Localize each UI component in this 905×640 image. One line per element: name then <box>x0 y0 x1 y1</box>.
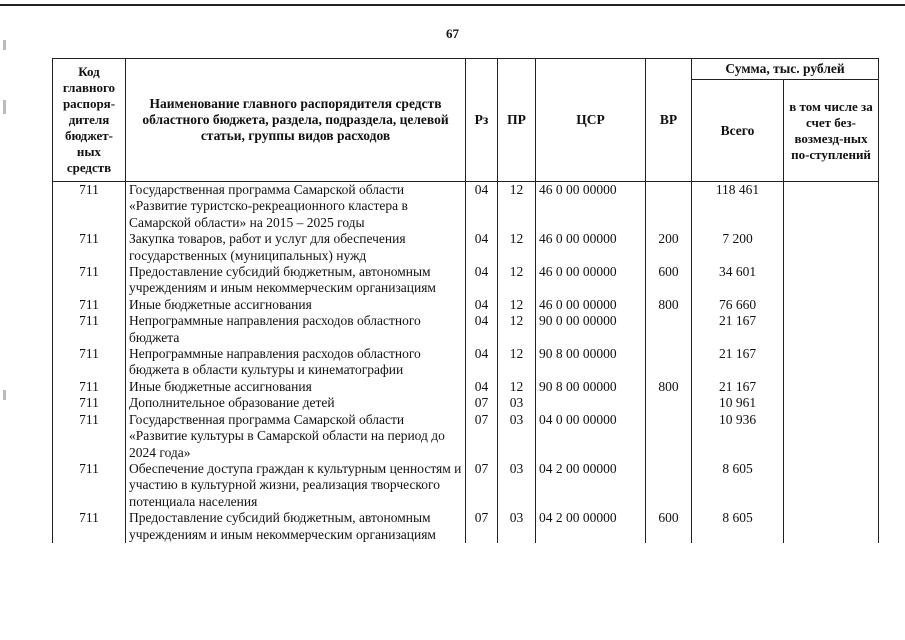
cell-pr: 12 <box>498 313 536 346</box>
cell-rz: 04 <box>466 231 498 264</box>
cell-vr: 600 <box>646 510 692 543</box>
table-row <box>53 510 879 543</box>
cell-name: Иные бюджетные ассигнования <box>126 297 466 313</box>
cell-code: 711 <box>53 264 126 297</box>
cell-vr: 800 <box>646 379 692 395</box>
cell-code: 711 <box>53 395 126 411</box>
cell-gratuitous <box>784 395 879 411</box>
table-row <box>53 412 879 461</box>
cell-gratuitous <box>784 379 879 395</box>
cell-total: 34 601 <box>692 264 784 297</box>
cell-code: 711 <box>53 346 126 379</box>
cell-name: Непрограммные направления расходов областного бюджета в области культуры и кинематографии <box>126 346 466 379</box>
cell-name: Предоставление субсидий бюджетным, автономным учреждениям и иным некоммерческим организациям <box>126 264 466 297</box>
cell-vr <box>646 346 692 379</box>
cell-vr <box>646 461 692 510</box>
cell-rz: 07 <box>466 510 498 543</box>
cell-csr: 46 0 00 00000 <box>536 297 646 313</box>
cell-csr: 90 8 00 00000 <box>536 346 646 379</box>
header-csr: ЦСР <box>536 59 646 182</box>
cell-csr: 46 0 00 00000 <box>536 182 646 232</box>
cell-total: 10 936 <box>692 412 784 461</box>
cell-name: Обеспечение доступа граждан к культурным ценностям и участию в культурной жизни, реализация творческого потенциала населения <box>126 461 466 510</box>
table-row <box>53 182 879 232</box>
cell-code: 711 <box>53 182 126 232</box>
cell-csr: 04 2 00 00000 <box>536 510 646 543</box>
table-row <box>53 461 879 510</box>
cell-gratuitous <box>784 412 879 461</box>
cell-total: 118 461 <box>692 182 784 232</box>
cell-csr: 04 2 00 00000 <box>536 461 646 510</box>
header-gratuitous: в том числе за счет без-возмезд-ных по-ступлений <box>784 80 879 182</box>
cell-pr: 03 <box>498 395 536 411</box>
cell-total: 21 167 <box>692 379 784 395</box>
table-row <box>53 395 879 411</box>
cell-csr: 04 0 00 00000 <box>536 412 646 461</box>
cell-gratuitous <box>784 264 879 297</box>
cell-code: 711 <box>53 379 126 395</box>
cell-name: Иные бюджетные ассигнования <box>126 379 466 395</box>
cell-csr: 90 0 00 00000 <box>536 313 646 346</box>
cell-total: 21 167 <box>692 346 784 379</box>
cell-pr: 12 <box>498 182 536 232</box>
table-row <box>53 264 879 297</box>
scan-margin-mark <box>3 390 6 400</box>
cell-code: 711 <box>53 231 126 264</box>
header-sum: Сумма, тыс. рублей <box>692 59 879 80</box>
cell-name: Государственная программа Самарской области «Развитие туристско-рекреационного кластера в Самарской области» на 2015 – 2025 годы <box>126 182 466 232</box>
header-vr: ВР <box>646 59 692 182</box>
cell-rz: 07 <box>466 395 498 411</box>
cell-total: 21 167 <box>692 313 784 346</box>
cell-total: 7 200 <box>692 231 784 264</box>
cell-vr <box>646 182 692 232</box>
cell-code: 711 <box>53 297 126 313</box>
cell-gratuitous <box>784 510 879 543</box>
table-row <box>53 231 879 264</box>
table-row <box>53 379 879 395</box>
cell-code: 711 <box>53 510 126 543</box>
cell-pr: 12 <box>498 297 536 313</box>
cell-total: 10 961 <box>692 395 784 411</box>
cell-pr: 12 <box>498 231 536 264</box>
cell-vr <box>646 395 692 411</box>
table-row <box>53 313 879 346</box>
cell-vr: 800 <box>646 297 692 313</box>
cell-pr: 12 <box>498 379 536 395</box>
cell-gratuitous <box>784 297 879 313</box>
cell-csr: 90 8 00 00000 <box>536 379 646 395</box>
cell-name: Закупка товаров, работ и услуг для обеспечения государственных (муниципальных) нужд <box>126 231 466 264</box>
cell-gratuitous <box>784 346 879 379</box>
scan-margin-mark <box>3 100 6 114</box>
page-number: 67 <box>446 26 459 41</box>
header-name: Наименование главного распорядителя средств областного бюджета, раздела, подраздела, целевой статьи, группы видов расходов <box>126 59 466 182</box>
cell-vr: 600 <box>646 264 692 297</box>
cell-name: Государственная программа Самарской области «Развитие культуры в Самарской области на период до 2024 года» <box>126 412 466 461</box>
cell-csr: 46 0 00 00000 <box>536 231 646 264</box>
cell-rz: 04 <box>466 182 498 232</box>
cell-name: Дополнительное образование детей <box>126 395 466 411</box>
table-body <box>53 182 879 543</box>
top-border-line <box>0 4 905 6</box>
cell-pr: 03 <box>498 461 536 510</box>
cell-total: 8 605 <box>692 461 784 510</box>
cell-pr: 03 <box>498 510 536 543</box>
cell-total: 8 605 <box>692 510 784 543</box>
cell-rz: 04 <box>466 313 498 346</box>
cell-gratuitous <box>784 461 879 510</box>
cell-vr <box>646 412 692 461</box>
header-total: Всего <box>692 80 784 182</box>
cell-rz: 04 <box>466 379 498 395</box>
cell-vr: 200 <box>646 231 692 264</box>
cell-gratuitous <box>784 231 879 264</box>
cell-rz: 07 <box>466 412 498 461</box>
cell-rz: 04 <box>466 297 498 313</box>
header-pr: ПР <box>498 59 536 182</box>
cell-pr: 12 <box>498 346 536 379</box>
header-rz: Рз <box>466 59 498 182</box>
cell-rz: 04 <box>466 346 498 379</box>
cell-csr <box>536 395 646 411</box>
budget-table <box>52 58 879 543</box>
cell-code: 711 <box>53 313 126 346</box>
cell-total: 76 660 <box>692 297 784 313</box>
header-code: Код главного распоря-дителя бюджет-ных средств <box>53 59 126 182</box>
table-row <box>53 297 879 313</box>
cell-pr: 03 <box>498 412 536 461</box>
cell-rz: 07 <box>466 461 498 510</box>
cell-code: 711 <box>53 412 126 461</box>
cell-vr <box>646 313 692 346</box>
cell-csr: 46 0 00 00000 <box>536 264 646 297</box>
cell-code: 711 <box>53 461 126 510</box>
cell-gratuitous <box>784 313 879 346</box>
table-row <box>53 346 879 379</box>
cell-pr: 12 <box>498 264 536 297</box>
cell-name: Предоставление субсидий бюджетным, автономным учреждениям и иным некоммерческим организациям <box>126 510 466 543</box>
cell-rz: 04 <box>466 264 498 297</box>
cell-name: Непрограммные направления расходов областного бюджета <box>126 313 466 346</box>
cell-gratuitous <box>784 182 879 232</box>
